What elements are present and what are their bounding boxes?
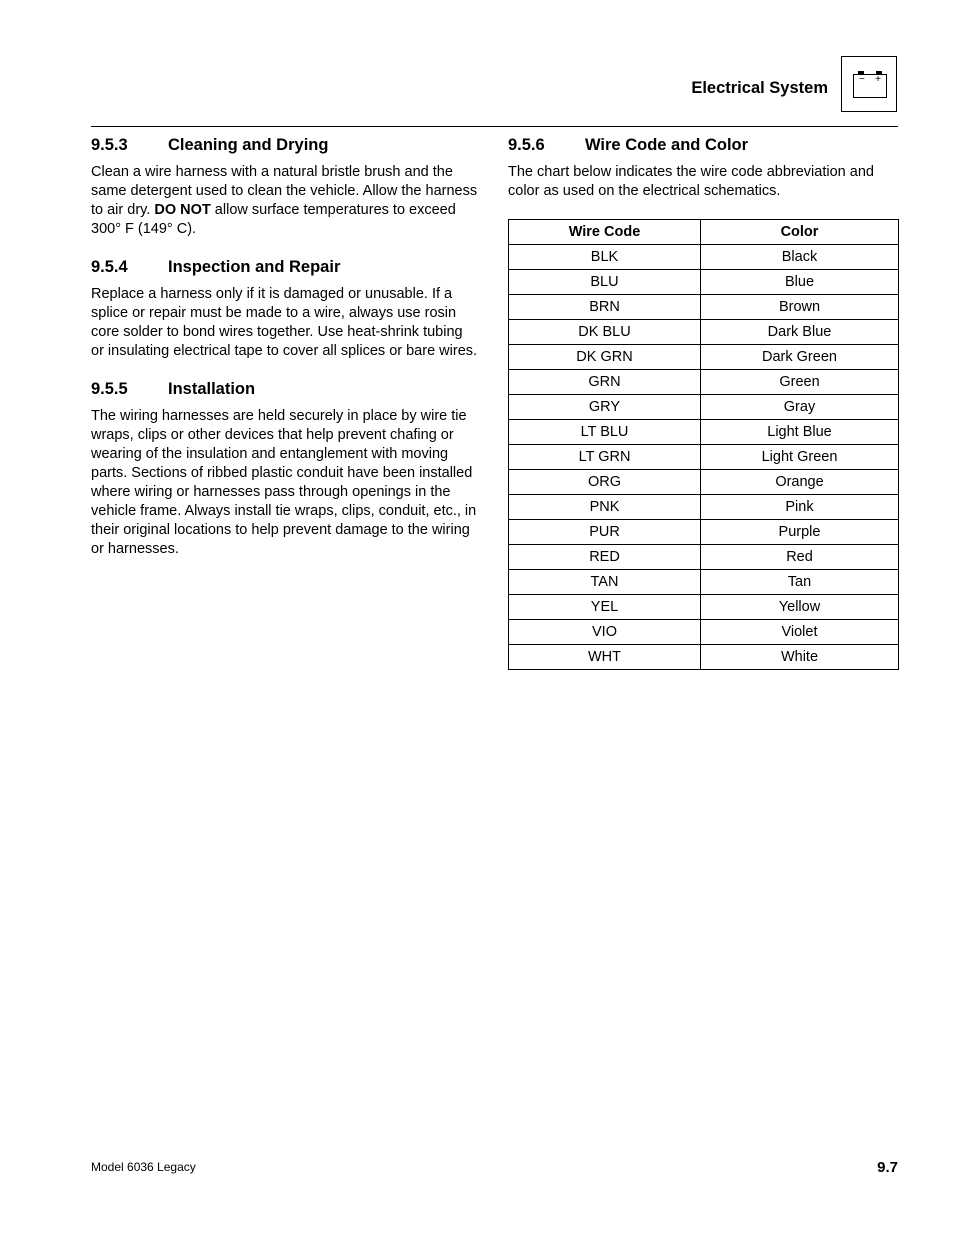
- section-number: 9.5.5: [91, 380, 128, 398]
- color-cell: Yellow: [701, 595, 899, 620]
- wire-code-cell: DK GRN: [509, 345, 701, 370]
- right-column: [508, 135, 898, 670]
- wire-code-table: [508, 219, 899, 670]
- table-row: [509, 570, 899, 595]
- color-cell: Dark Green: [701, 345, 899, 370]
- column-header-wire-code: Wire Code: [509, 220, 701, 245]
- table-row: [509, 470, 899, 495]
- section-heading-inspection: [91, 257, 479, 277]
- battery-plus-sign: +: [875, 74, 881, 85]
- left-column: [91, 135, 479, 577]
- table-row: [509, 545, 899, 570]
- color-cell: Orange: [701, 470, 899, 495]
- table-row: [509, 395, 899, 420]
- table-row: [509, 345, 899, 370]
- table-row: [509, 420, 899, 445]
- paragraph-wire-code: The chart below indicates the wire code abbreviation and color as used on the electrical schematics.: [508, 164, 874, 199]
- table-header-row: [509, 220, 899, 245]
- paragraph-installation: The wiring harnesses are held securely in place by wire tie wraps, clips or other devices that help prevent chafing or wearing of the insulation and entanglement with moving parts. Sections of ribbed plastic conduit have been installed where wiring or harnesses pass through openings in the vehicle frame. Always install tie wraps, clips, conduit, etc., in their original locations to help prevent damage to the wiring or harnesses.: [91, 408, 477, 557]
- section-heading-wire-code: [508, 135, 898, 155]
- wire-code-cell: BLK: [509, 245, 701, 270]
- color-cell: Tan: [701, 570, 899, 595]
- text-segment: allow surface temperatures to exceed 300° F (149° C).: [91, 202, 456, 237]
- paragraph-inspection: Replace a harness only if it is damaged or unusable. If a splice or repair must be made to a wire, always use rosin core solder to bond wires together. Use heat-shrink tubing or insulating electrical tape to cover all splices or bare wires.: [91, 286, 478, 359]
- wire-code-cell: LT BLU: [509, 420, 701, 445]
- section-heading-installation: [91, 379, 479, 399]
- section-title: Inspection and Repair: [168, 258, 341, 276]
- section-number: 9.5.3: [91, 136, 128, 154]
- wire-code-cell: TAN: [509, 570, 701, 595]
- wire-code-cell: BRN: [509, 295, 701, 320]
- section-title: Installation: [168, 380, 256, 398]
- wire-code-cell: WHT: [509, 645, 701, 670]
- wire-code-cell: PUR: [509, 520, 701, 545]
- color-cell: Purple: [701, 520, 899, 545]
- battery-minus-sign: −: [859, 74, 865, 85]
- page-number: 9.7: [877, 1159, 898, 1176]
- wire-code-cell: BLU: [509, 270, 701, 295]
- column-header-color: Color: [701, 220, 899, 245]
- wire-code-cell: ORG: [509, 470, 701, 495]
- section-number: 9.5.4: [91, 258, 128, 276]
- wire-code-cell: LT GRN: [509, 445, 701, 470]
- wire-code-cell: VIO: [509, 620, 701, 645]
- table-row: [509, 520, 899, 545]
- table-row: [509, 595, 899, 620]
- table-row: [509, 620, 899, 645]
- table-row: [509, 320, 899, 345]
- color-cell: Black: [701, 245, 899, 270]
- table-row: [509, 495, 899, 520]
- paragraph-cleaning: [91, 163, 479, 239]
- color-cell: Blue: [701, 270, 899, 295]
- color-cell: Red: [701, 545, 899, 570]
- wire-code-cell: GRY: [509, 395, 701, 420]
- table-row: [509, 645, 899, 670]
- header-divider: [91, 126, 898, 127]
- wire-table-body: [509, 245, 899, 670]
- wire-code-cell: RED: [509, 545, 701, 570]
- color-cell: Gray: [701, 395, 899, 420]
- wire-code-cell: DK BLU: [509, 320, 701, 345]
- text-segment: Clean a wire harness with a natural bristle brush and the same detergent used to clean the vehicle. Allow the harness to air dry.: [91, 164, 478, 218]
- color-cell: Pink: [701, 495, 899, 520]
- section-heading-cleaning: [91, 135, 479, 155]
- color-cell: Dark Blue: [701, 320, 899, 345]
- section-title: Wire Code and Color: [585, 136, 749, 154]
- wire-code-cell: PNK: [509, 495, 701, 520]
- color-cell: White: [701, 645, 899, 670]
- table-row: [509, 370, 899, 395]
- header-icon-frame: [841, 56, 897, 112]
- footer-model: Model 6036 Legacy: [91, 1160, 196, 1174]
- color-cell: Violet: [701, 620, 899, 645]
- table-row: [509, 445, 899, 470]
- battery-icon: [853, 74, 887, 98]
- emphasis-text: DO NOT: [154, 202, 211, 218]
- color-cell: Light Green: [701, 445, 899, 470]
- table-row: [509, 245, 899, 270]
- wire-code-cell: GRN: [509, 370, 701, 395]
- color-cell: Brown: [701, 295, 899, 320]
- page-header-title: Electrical System: [691, 79, 828, 97]
- color-cell: Green: [701, 370, 899, 395]
- color-cell: Light Blue: [701, 420, 899, 445]
- section-number: 9.5.6: [508, 136, 545, 154]
- table-row: [509, 295, 899, 320]
- table-row: [509, 270, 899, 295]
- wire-code-cell: YEL: [509, 595, 701, 620]
- section-title: Cleaning and Drying: [168, 136, 329, 154]
